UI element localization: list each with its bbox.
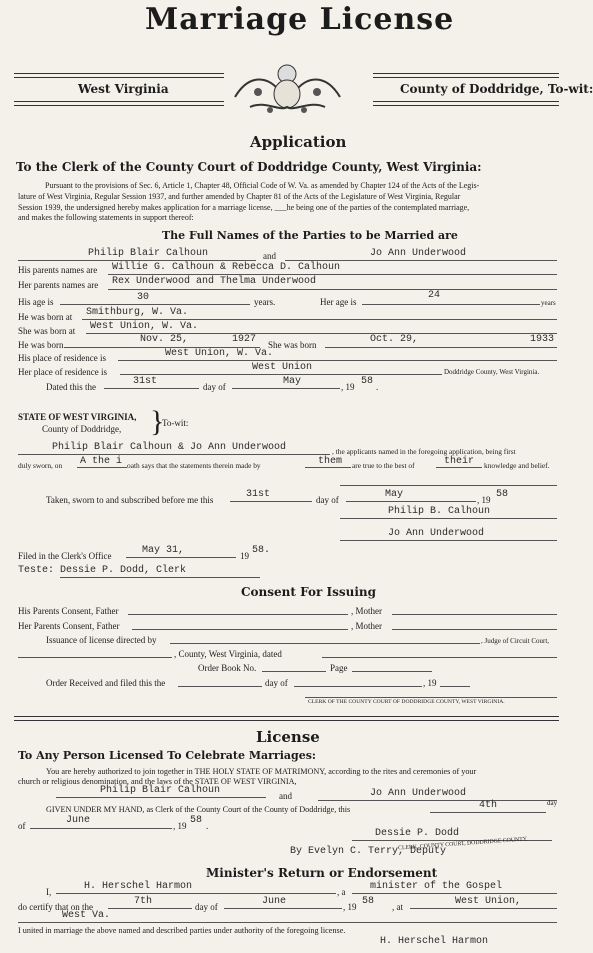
her-age-line <box>362 304 540 305</box>
years-label: years. <box>254 297 276 307</box>
taken-day: 31st <box>246 489 271 500</box>
groom-name: Philip Blair Calhoun <box>88 248 209 259</box>
return-place-line <box>410 908 557 909</box>
affidavit-state: STATE OF WEST VIRGINIA, <box>18 412 137 422</box>
return-place-2: West Va. <box>62 910 111 921</box>
sig1-line <box>340 518 557 519</box>
given-day-label: day <box>547 799 558 807</box>
header-rule-right <box>373 73 559 78</box>
given-year: 58 <box>190 815 203 826</box>
sworn-mid: oath says that the statements therein made by <box>127 461 261 470</box>
year-prefix: , 19 <box>341 382 355 392</box>
return-at: , at <box>392 902 403 912</box>
county-dated-line <box>322 657 557 658</box>
affidavit-brace: } <box>150 405 165 438</box>
order-month-line <box>294 686 422 687</box>
return-year-prefix: , 19 <box>343 902 357 912</box>
her-mother-line <box>392 629 557 630</box>
her-parents-label: Her parents names are <box>18 280 99 290</box>
years-label-2: years <box>541 299 556 307</box>
she-born-year: 1933 <box>530 334 555 345</box>
given-day: 4th <box>479 800 498 811</box>
return-day-of: day of <box>195 902 218 912</box>
united-statement: I united in marriage the above named and described parties under authority of the foregoing license. <box>18 926 346 935</box>
her-residence-value: West Union <box>252 362 313 373</box>
by-line <box>305 467 351 468</box>
filed-date: May 31, <box>142 545 185 556</box>
deputy: By Evelyn C. Terry, Deputy <box>290 846 447 857</box>
dated-dot: . <box>376 382 379 392</box>
sworn-end: are true to the best of <box>352 461 415 470</box>
affidavit-county: County of Doddridge, <box>42 424 122 434</box>
given-day-line <box>430 812 546 813</box>
taken-label: Taken, sworn to and subscribed before me this <box>46 495 214 505</box>
order-book-label: Order Book No. <box>198 663 257 673</box>
county-label: County of Doddridge, To-wit: <box>400 82 593 96</box>
his-consent-line <box>128 614 348 615</box>
taken-year: 58 <box>496 489 509 500</box>
issuance-label: Issuance of license directed by <box>46 635 157 645</box>
his-age-line <box>60 304 250 305</box>
cherub-emblem-icon <box>230 52 345 122</box>
his-residence-value: West Union, W. Va. <box>165 348 274 359</box>
clerk-caption: CLERK OF THE COUNTY COURT OF DODDRIDGE COUNTY, WEST VIRGINIA. <box>308 699 505 705</box>
page-line <box>352 671 432 672</box>
addressee: To the Clerk of the County Court of Doddridge County, West Virginia: <box>16 160 482 174</box>
affidavit-applicant: Philip Blair Calhoun & Jo Ann Underwood <box>52 442 287 453</box>
order-book-line <box>262 671 326 672</box>
to-any-person: To Any Person Licensed To Celebrate Marriages: <box>18 749 316 762</box>
his-mother-label: , Mother <box>351 606 382 616</box>
header-rule-right-bottom <box>373 101 559 106</box>
dated-month: May <box>283 376 302 387</box>
section-divider <box>14 716 559 721</box>
full-names-heading: The Full Names of the Parties to be Married are <box>162 229 458 242</box>
return-i: I, <box>46 887 52 897</box>
county-dated-label: , County, West Virginia, dated <box>174 649 282 659</box>
title-line <box>352 893 557 894</box>
return-month: June <box>262 896 287 907</box>
day-of-label: day of <box>203 382 226 392</box>
signature-groom: Philip B. Calhoun <box>388 506 491 517</box>
order-received-label: Order Received and filed this the <box>46 678 166 688</box>
intro-line-3: Session 1939, the undersigned hereby makes application for a marriage license, ___he being one of the parties of the contemplated marriage, <box>18 203 470 212</box>
and-label: and <box>263 251 276 261</box>
best-fill: their <box>444 456 475 467</box>
filed-line <box>126 557 236 558</box>
application-heading: Application <box>250 133 347 151</box>
intro-line-4: and makes the following statements in support thereof: <box>18 213 194 222</box>
applicant-suffix: , the applicants named in the foregoing application, being first <box>332 447 516 456</box>
she-born-label: She was born <box>268 340 317 350</box>
order-received-line <box>178 686 262 687</box>
state-label: West Virginia <box>78 82 169 96</box>
his-age-label: His age is <box>18 297 54 307</box>
return-place-line-2 <box>18 922 557 923</box>
sworn-fill: A the i <box>80 456 123 467</box>
consent-heading: Consent For Issuing <box>241 585 377 599</box>
taken-day-line <box>230 501 312 502</box>
header-rule-left-bottom <box>14 101 224 106</box>
certify-label: do certify that on the <box>18 902 93 912</box>
filed-year-prefix: 19 <box>240 551 249 561</box>
she-born-at-label: She was born at <box>18 326 76 336</box>
minister-title: minister of the Gospel <box>370 881 503 892</box>
she-born-at-value: West Union, W. Va. <box>90 321 199 332</box>
bride-name: Jo Ann Underwood <box>370 248 467 259</box>
dated-day-line <box>104 388 199 389</box>
license-bride-line <box>318 800 557 801</box>
minister-signature: H. Herschel Harmon <box>380 936 489 947</box>
given-year-prefix: , 19 <box>173 821 187 831</box>
taken-month: May <box>385 489 404 500</box>
bride-name-line <box>285 260 557 261</box>
return-day-line <box>108 908 192 909</box>
page-label: Page <box>330 663 348 673</box>
order-day-of: day of <box>265 678 288 688</box>
given-of: of <box>18 821 26 831</box>
return-place-1: West Union, <box>455 896 522 907</box>
license-groom-line <box>56 797 266 798</box>
return-year: 58 <box>362 896 375 907</box>
dated-year: 58 <box>361 376 374 387</box>
teste: Teste: Dessie P. Dodd, Clerk <box>18 565 187 576</box>
her-consent-line <box>132 629 348 630</box>
applicant-line <box>18 454 330 455</box>
his-parents-value: Willie G. Calhoun & Rebecca D. Calhoun <box>112 262 341 273</box>
sworn-tail: knowledge and belief. <box>484 461 550 470</box>
given-month-line <box>30 828 172 829</box>
intro-line-2: lature of West Virginia, Regular Session 1937, and further amended by Chapter 81 of the Acts of the Legislature of West Virginia, Regular <box>18 192 461 201</box>
license-groom: Philip Blair Calhoun <box>100 785 221 796</box>
intro-line-1: Pursuant to the provisions of Sec. 6, Article 1, Chapter 48, Official Code of W. Va. as amended by Chapter 124 of the Acts of the Legis- <box>45 181 480 190</box>
his-residence-line <box>118 360 557 361</box>
taken-year-prefix: , 19 <box>477 495 491 505</box>
dated-label: Dated this the <box>46 382 96 392</box>
license-heading: License <box>256 728 320 746</box>
sworn-line <box>77 467 127 468</box>
he-born-label: He was born <box>18 340 64 350</box>
he-born-at-label: He was born at <box>18 312 73 322</box>
her-residence-suffix: Doddridge County, West Virginia. <box>444 368 540 376</box>
sig2-line <box>340 540 557 541</box>
filed-label: Filed in the Clerk's Office <box>18 551 112 561</box>
his-parents-label: His parents names are <box>18 265 98 275</box>
taken-month-line <box>346 501 476 502</box>
his-parents-line <box>108 274 557 275</box>
he-born-date: Nov. 25, <box>140 334 189 345</box>
her-parents-line <box>108 289 557 290</box>
blank-line <box>340 485 557 486</box>
given-label: GIVEN UNDER MY HAND, as Clerk of the County Court of the County of Doddridge, this <box>46 805 351 814</box>
her-age-label: Her age is <box>320 297 357 307</box>
his-age-value: 30 <box>137 292 150 303</box>
return-month-line <box>224 908 342 909</box>
minister-line <box>56 893 336 894</box>
return-a: , a <box>337 887 346 897</box>
given-month: June <box>66 815 91 826</box>
taken-day-of: day of <box>316 495 339 505</box>
her-consent-label: Her Parents Consent, Father <box>18 621 120 631</box>
his-residence-label: His place of residence is <box>18 353 106 363</box>
license-and: and <box>279 791 292 801</box>
he-born-at-line <box>82 319 557 320</box>
clerk-signature: Dessie P. Dodd <box>375 828 460 839</box>
county-line <box>18 657 172 658</box>
signature-bride: Jo Ann Underwood <box>388 528 485 539</box>
dated-day: 31st <box>133 376 158 387</box>
by-fill: them <box>318 456 343 467</box>
she-born-line <box>325 347 557 348</box>
auth-line-1: You are hereby authorized to join together in THE HOLY STATE OF MATRIMONY, according to the rites and ceremonies of your <box>46 767 477 776</box>
page-title: Marriage License <box>145 2 455 37</box>
header-rule-left <box>14 73 224 78</box>
her-age-value: 24 <box>428 290 441 301</box>
his-mother-line <box>392 614 557 615</box>
dated-month-line <box>232 388 340 389</box>
order-year: , 19 <box>423 678 437 688</box>
auth-line-2: church or religious denomination, and the laws of the STATE OF WEST VIRGINIA, <box>18 777 297 786</box>
filed-year: 58. <box>252 545 271 556</box>
sworn-prefix: duly sworn, on <box>18 461 63 470</box>
her-mother-label: , Mother <box>351 621 382 631</box>
his-consent-label: His Parents Consent, Father <box>18 606 119 616</box>
order-year-line <box>440 686 470 687</box>
issuance-line <box>170 643 480 644</box>
clerk-line <box>305 697 557 698</box>
her-residence-label: Her place of residence is <box>18 367 107 377</box>
groom-name-line <box>18 260 256 261</box>
minister-name: H. Herschel Harmon <box>84 881 193 892</box>
affidavit-towit: To-wit: <box>162 418 189 428</box>
he-born-year: 1927 <box>232 334 257 345</box>
her-parents-value: Rex Underwood and Thelma Underwood <box>112 276 317 287</box>
she-born-date: Oct. 29, <box>370 334 419 345</box>
judge-label: , Judge of Circuit Court, <box>481 637 550 645</box>
given-dot: . <box>206 821 209 831</box>
best-line <box>436 467 482 468</box>
license-clerk-caption: CLERK, COUNTY COURT, DODDRIDGE COUNTY. <box>397 836 528 852</box>
teste-line <box>60 577 260 578</box>
license-bride: Jo Ann Underwood <box>370 788 467 799</box>
return-day: 7th <box>134 896 153 907</box>
he-born-at-value: Smithburg, W. Va. <box>86 307 189 318</box>
return-heading: Minister's Return or Endorsement <box>206 866 438 880</box>
her-residence-line <box>120 374 442 375</box>
